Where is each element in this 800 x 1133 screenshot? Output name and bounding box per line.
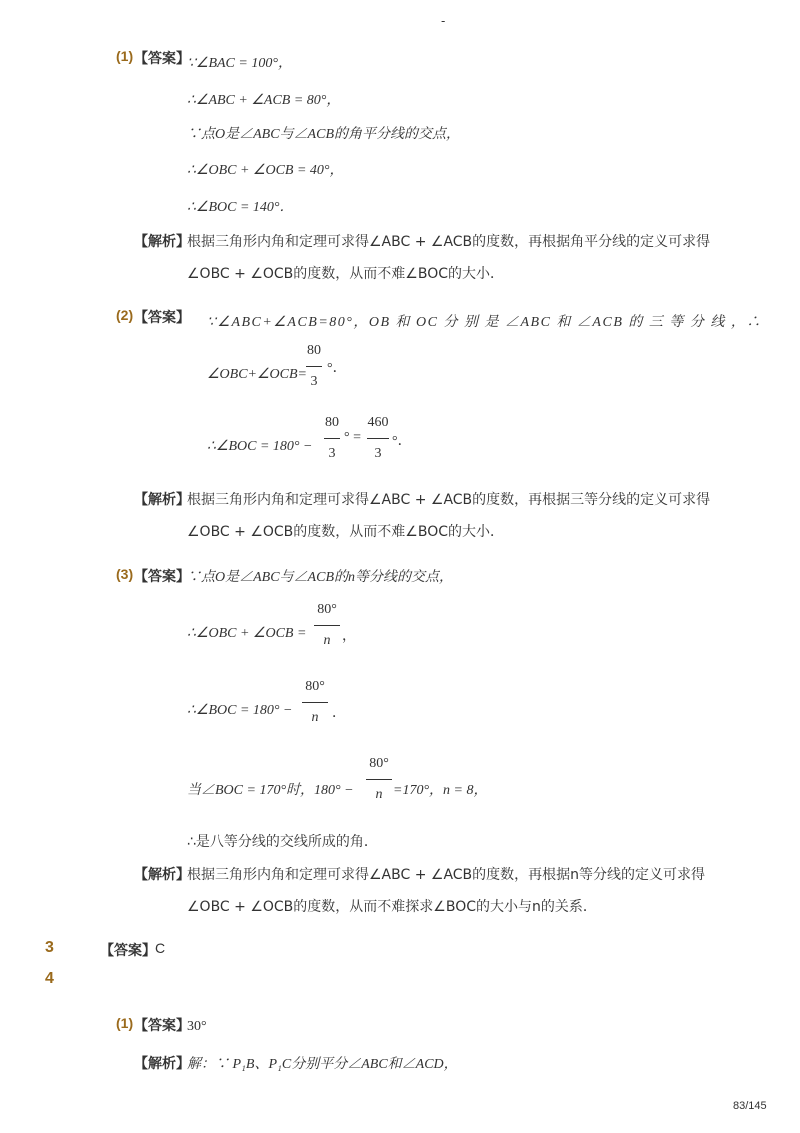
answer-expr: =170°，n = 8， xyxy=(393,783,488,798)
fraction-denominator: 3 xyxy=(310,374,318,389)
answer-value: 30° xyxy=(187,1019,207,1034)
fraction-numerator: 460 xyxy=(367,415,389,430)
fraction xyxy=(367,415,389,462)
answer-line: ∴∠ABC + ∠ACB = 80°， xyxy=(187,93,341,108)
part-3-label: (3) xyxy=(116,566,134,582)
answer-expr: ∠OBC+∠OCB= xyxy=(207,367,307,382)
answer-expr: °． xyxy=(392,434,412,449)
header-mark: - xyxy=(441,14,446,28)
part-1-label: (1) xyxy=(116,1015,134,1031)
answer-line: ∵点O是∠ABC与∠ACB的n等分线的交点， xyxy=(187,570,453,585)
analysis-line: 根据三角形内角和定理可求得∠ABC + ∠ACB的度数，再根据角平分线的定义可求得 xyxy=(187,234,711,250)
analysis-line: ∠OBC + ∠OCB的度数，从而不难探求∠BOC的大小与n的关系． xyxy=(187,899,597,915)
answer-tag: 【答案】 xyxy=(134,1018,190,1034)
fraction-denominator: n xyxy=(375,787,383,802)
fraction-bar xyxy=(367,438,389,439)
fraction-numerator: 80 xyxy=(307,343,321,358)
part-2-label: (2) xyxy=(116,307,134,323)
answer-tag: 【答案】 xyxy=(134,51,190,67)
fraction-numerator: 80 xyxy=(325,415,339,430)
fraction-bar xyxy=(366,779,392,780)
analysis-tag: 【解析】 xyxy=(134,867,190,883)
answer-expr: 当∠BOC = 170°时，180° − xyxy=(187,783,354,798)
analysis-line: ∠OBC + ∠OCB的度数，从而不难∠BOC的大小． xyxy=(187,266,504,282)
answer-line: ∵∠BAC = 100°， xyxy=(187,56,292,71)
analysis-line: ∠OBC + ∠OCB的度数，从而不难∠BOC的大小． xyxy=(187,524,504,540)
analysis-tag: 【解析】 xyxy=(134,1056,190,1072)
page-number: 83/145 xyxy=(733,1100,767,1112)
answer-tag: 【答案】 xyxy=(134,310,190,326)
answer-expr: ． xyxy=(332,706,346,721)
analysis-line: 根据三角形内角和定理可求得∠ABC + ∠ACB的度数，再根据三等分线的定义可求得 xyxy=(187,492,711,508)
answer-tag: 【答案】 xyxy=(100,943,156,959)
answer-tag: 【答案】 xyxy=(134,569,190,585)
fraction-denominator: 3 xyxy=(374,446,382,461)
fraction-bar xyxy=(306,366,322,367)
analysis-tag: 【解析】 xyxy=(134,492,190,508)
question-number: 4 xyxy=(45,970,54,987)
answer-expr: ∴∠BOC = 180° − xyxy=(187,703,293,718)
answer-expr: °． xyxy=(327,361,347,376)
fraction xyxy=(306,343,322,390)
fraction-denominator: 3 xyxy=(328,446,336,461)
answer-line: ∵点O是∠ABC与∠ACB的角平分线的交点， xyxy=(187,127,460,142)
analysis-tag: 【解析】 xyxy=(134,234,190,250)
fraction-numerator: 80° xyxy=(317,602,337,617)
fraction-bar xyxy=(302,702,328,703)
answer-value: C xyxy=(155,940,166,956)
fraction-denominator: n xyxy=(323,633,331,648)
answer-expr: ∴∠OBC + ∠OCB = xyxy=(187,626,307,641)
fraction-bar xyxy=(314,625,340,626)
analysis-line: 解：∵ P₁B、P₁C分别平分∠ABC和∠ACD， xyxy=(187,1057,458,1072)
analysis-line: 根据三角形内角和定理可求得∠ABC + ∠ACB的度数，再根据n等分线的定义可求得 xyxy=(187,867,706,883)
answer-line: ∴∠BOC = 140°． xyxy=(187,200,294,215)
answer-line: ∴是八等分线的交线所成的角． xyxy=(187,834,378,850)
answer-expr: ° = xyxy=(344,430,361,445)
fraction xyxy=(324,415,340,462)
fraction xyxy=(314,602,340,649)
answer-expr: ， xyxy=(342,629,356,644)
fraction-numerator: 80° xyxy=(305,679,325,694)
answer-line: ∵∠ABC+∠ACB=80°，OB 和 OC 分 别 是 ∠ABC 和 ∠ACB 的 三 等 分 线 ，∴ xyxy=(207,315,762,330)
fraction-bar xyxy=(324,438,340,439)
fraction xyxy=(366,756,392,803)
question-number: 3 xyxy=(45,939,54,956)
answer-line: ∴∠OBC + ∠OCB = 40°， xyxy=(187,163,344,178)
answer-expr: ∴∠BOC = 180° − xyxy=(207,439,313,454)
fraction xyxy=(302,679,328,726)
part-1-label: (1) xyxy=(116,48,134,64)
fraction-denominator: n xyxy=(311,710,319,725)
fraction-numerator: 80° xyxy=(369,756,389,771)
